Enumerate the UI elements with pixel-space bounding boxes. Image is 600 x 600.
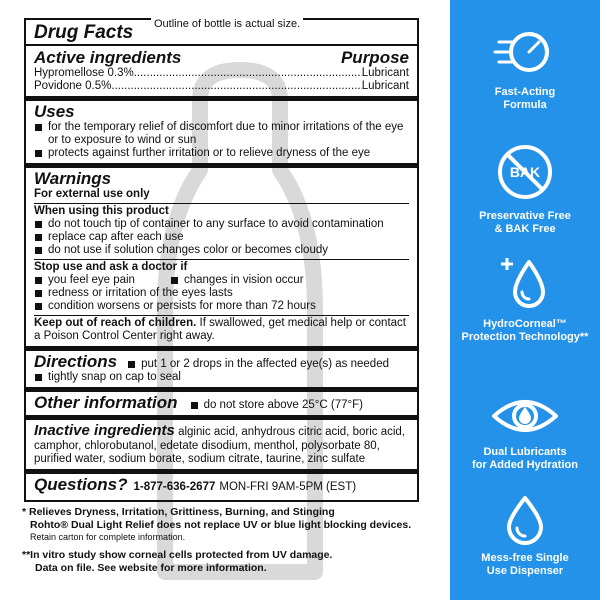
hydrocorneal-icon <box>493 252 557 314</box>
bak-text: BAK <box>509 164 541 180</box>
questions-header: Questions? <box>34 475 128 494</box>
purpose-header: Purpose <box>340 48 409 67</box>
feature-label: Dual Lubricants for Added Hydration <box>472 446 578 471</box>
stop-use-item: changes in vision occur <box>170 274 304 287</box>
questions-phone: 1-877-636-2677 <box>133 481 216 493</box>
inactive-ingredients-header: Inactive ingredients <box>34 422 175 439</box>
feature-hydrocorneal <box>450 252 600 344</box>
uses-item: for the temporary relief of discomfort due to minor irritations of the eye or to exposure to wind or sun <box>34 121 409 147</box>
when-using-item: do not use if solution changes color or becomes cloudy <box>34 244 409 257</box>
warnings-header: Warnings <box>34 169 112 188</box>
study-note: **In vitro study show corneal cells protected from UV damage. <box>22 549 333 561</box>
active-ingredients-header: Active ingredients <box>34 48 182 67</box>
feature-fast-acting <box>450 24 600 112</box>
directions-header: Directions <box>34 352 118 371</box>
directions-item: tightly snap on cap to seal <box>34 371 409 384</box>
outline-note: Outline of bottle is actual size. <box>151 18 303 31</box>
stop-use-item: redness or irritation of the eyes lasts <box>34 287 409 300</box>
features-panel <box>450 0 600 600</box>
feature-single-use <box>450 494 600 578</box>
footnotes <box>22 506 442 574</box>
data-note: Data on file. See website for more information. <box>35 561 267 574</box>
star-note: * Relieves Dryness, Irritation, Grittiness, Burning, and Stinging <box>22 506 335 518</box>
rohto-note: Rohto® Dual Light Relief does not replace UV or blue light blocking devices. <box>30 518 412 531</box>
questions-hours: MON-FRI 9AM-5PM (EST) <box>219 481 357 493</box>
drug-facts-title: Drug Facts <box>34 22 134 43</box>
feature-label: Mess-free Single Use Dispenser <box>481 552 569 577</box>
inactive-ingredients: Inactive ingredients alginic acid, anhydrous citric acid, boric acid, camphor, chlorobutanol, edetate disodium, menthol, polysorbate 80, purified water, sodium borate, sodium citrate, taurine, zinc sulfate <box>34 422 405 465</box>
other-information-header: Other information <box>34 393 178 412</box>
stop-use-item: condition worsens or persists for more than 72 hours <box>34 300 409 313</box>
feature-label: Fast-Acting Formula <box>494 86 556 111</box>
fast-acting-icon <box>493 24 557 80</box>
keep-out-notice: Keep out of reach of children. If swallowed, get medical help or contact a Poison Control Center right away. <box>34 317 406 342</box>
when-using-item: replace cap after each use <box>34 231 409 244</box>
eye-drop-icon <box>490 392 560 436</box>
other-information-item: do not store above 25°C (77°F) <box>190 399 363 412</box>
feature-label: HydroCorneal™ Protection Technology** <box>461 318 589 343</box>
bak-free-icon <box>495 142 555 202</box>
stop-use-header: Stop use and ask a doctor if <box>34 261 188 273</box>
stop-use-item: you feel eye pain <box>34 274 170 287</box>
active-ingredient-row: Povidone 0.5% ..... Lubricant <box>34 80 409 93</box>
when-using-header: When using this product <box>34 205 169 217</box>
uses-item: protects against further irritation or to relieve dryness of the eye <box>34 147 409 160</box>
drug-facts-panel <box>24 18 419 502</box>
when-using-item: do not touch tip of container to any surface to avoid contamination <box>34 218 409 231</box>
feature-label: Preservative Free & BAK Free <box>479 210 571 235</box>
uses-header: Uses <box>34 102 75 121</box>
directions-item: put 1 or 2 drops in the affected eye(s) as needed <box>127 358 389 371</box>
retain-note: Retain carton for complete information. <box>30 532 186 542</box>
active-ingredient-row: Hypromellose 0.3% ..... Lubricant <box>34 67 409 80</box>
single-dispenser-icon <box>503 494 547 546</box>
feature-preservative-free <box>450 142 600 236</box>
feature-dual-lubricants <box>450 392 600 472</box>
external-use-label: For external use only <box>34 188 150 200</box>
